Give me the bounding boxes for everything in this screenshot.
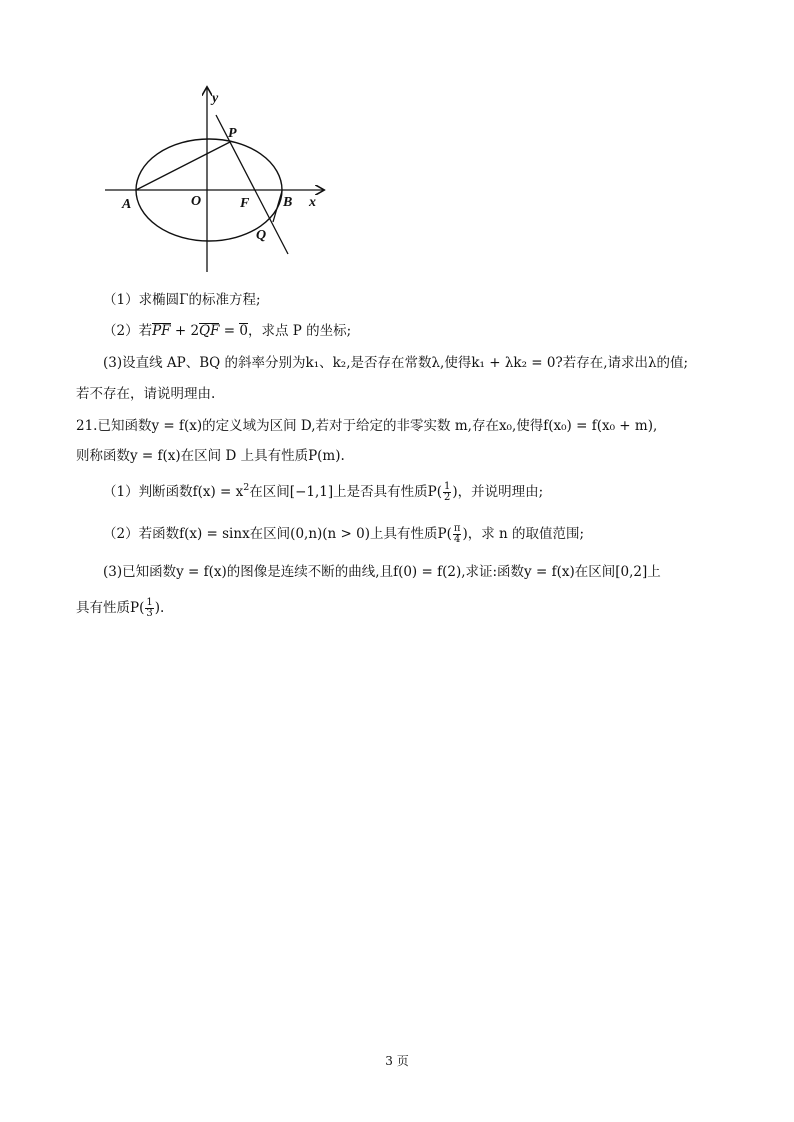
q21-intro-line1: 21.已知函数y = f(x)的定义域为区间 D,若对于给定的非零实数 m,存在x₀,使得f(x₀) = f(x₀ + m), — [76, 418, 658, 434]
ellipse-figure — [95, 78, 335, 278]
fraction-one-half: $\frac{1}{2}$ — [443, 481, 451, 503]
label-x: x — [309, 195, 316, 210]
q21-part2: （2）若函数f(x) = sinx在区间(0,n)(n > 0)上具有性质P( $\frac{\pi}{4}$ )，求 n 的取值范围; — [103, 523, 585, 545]
q20-part3-line2: 若不存在，请说明理由. — [76, 386, 216, 402]
line-BQ — [273, 191, 282, 222]
label-P: P — [228, 126, 237, 141]
q20-part1: （1）求椭圆Γ的标准方程; — [103, 292, 261, 308]
fraction-pi-quarter: $\frac{\pi}{4}$ — [453, 523, 461, 545]
fraction-one-third: $\frac{1}{3}$ — [146, 597, 153, 619]
q21-part3-line1: (3)已知函数y = f(x)的图像是连续不断的曲线,且f(0) = f(2),求证:函数y = f(x)在区间[0,2]上 — [103, 564, 661, 580]
q20-part3-line1: (3)设直线 AP、BQ 的斜率分别为k₁、k₂,是否存在常数λ,使得k₁ + λk₂ = 0?若存在,请求出λ的值; — [103, 355, 689, 371]
label-y: y — [212, 91, 219, 106]
label-F: F — [240, 196, 250, 211]
q20-part2: （2）若PF + 2QF = 0，求点 P 的坐标; — [103, 323, 352, 339]
q21-part1: （1）判断函数$f(x) = x^2$在区间[−1,1]上是否具有性质P( $\frac{1}{2}$ )，并说明理由; — [103, 481, 544, 503]
label-O: O — [191, 194, 202, 209]
page-number: 3 页 — [385, 1054, 409, 1068]
label-B: B — [283, 195, 293, 210]
label-A: A — [122, 197, 132, 212]
line-AP — [136, 142, 230, 190]
q21-intro-line2: 则称函数y = f(x)在区间 D 上具有性质P(m). — [76, 448, 345, 464]
line-PQ — [216, 115, 288, 254]
q21-part3-line2: 具有性质P( $\frac{1}{3}$ ). — [76, 597, 165, 619]
label-Q: Q — [256, 228, 267, 243]
